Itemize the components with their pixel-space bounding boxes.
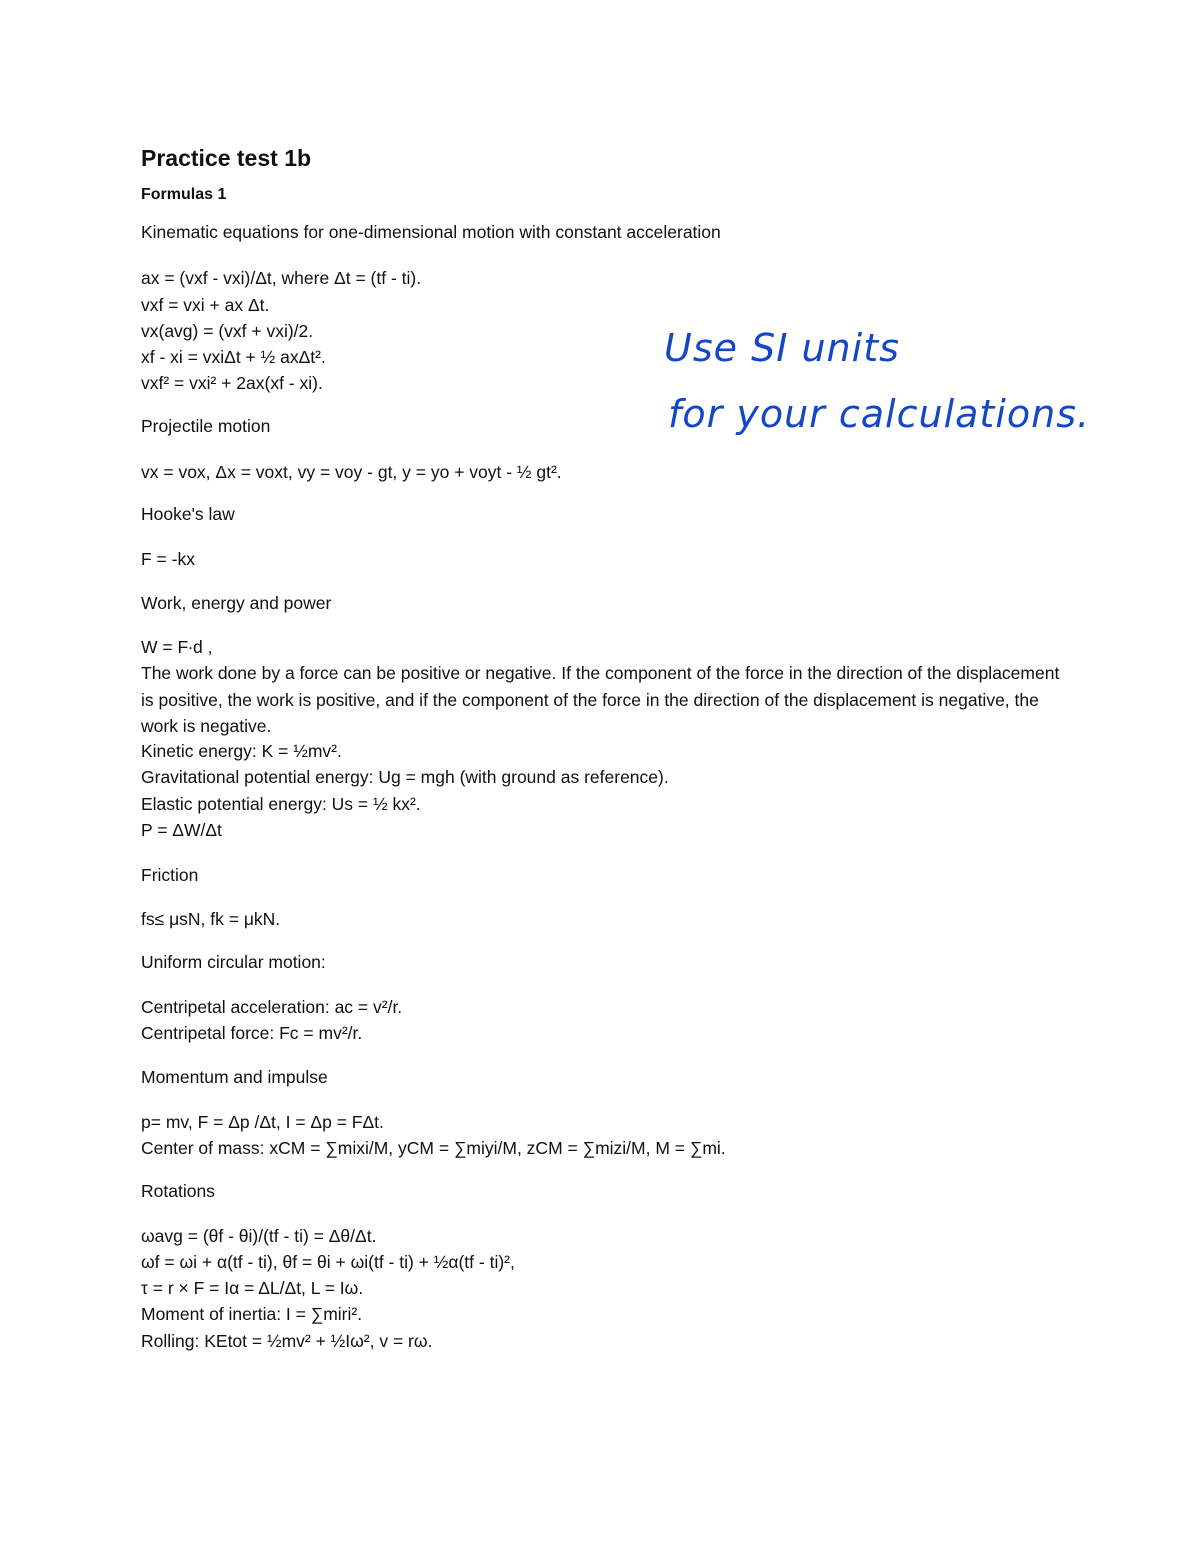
hooke-line: F = -kx xyxy=(141,549,195,569)
rotations-heading: Rotations xyxy=(141,1181,215,1201)
circular-heading: Uniform circular motion: xyxy=(141,952,326,972)
momentum-heading: Momentum and impulse xyxy=(141,1067,328,1087)
section-subtitle: Formulas 1 xyxy=(141,186,227,203)
circular-line: Centripetal acceleration: ac = v²/r. xyxy=(141,997,403,1017)
friction-line: fs≤ μsN, fk = μkN. xyxy=(141,909,281,929)
hooke-heading: Hooke's law xyxy=(141,504,235,524)
projectile-heading: Projectile motion xyxy=(141,416,271,436)
momentum-line: p= mv, F = Δp /Δt, I = Δp = FΔt. xyxy=(141,1112,384,1132)
energy-line: Elastic potential energy: Us = ½ kx². xyxy=(141,794,421,814)
friction-heading: Friction xyxy=(141,865,199,885)
kinematics-line: vxf² = vxi² + 2ax(xf - xi). xyxy=(141,373,323,393)
kinematics-line: xf - xi = vxiΔt + ½ axΔt². xyxy=(141,347,326,367)
energy-line: P = ΔW/Δt xyxy=(141,820,222,840)
rotations-line: τ = r × F = Iα = ΔL/Δt, L = Iω. xyxy=(141,1278,364,1298)
kinematics-heading: Kinematic equations for one-dimensional motion with constant acceleration xyxy=(141,222,721,242)
energy-line: Gravitational potential energy: Ug = mgh (with ground as reference). xyxy=(141,767,669,787)
circular-line: Centripetal force: Fc = mv²/r. xyxy=(141,1023,363,1043)
energy-line: Kinetic energy: K = ½mv². xyxy=(141,741,342,761)
handwritten-note-line1: Use SI units xyxy=(664,326,900,370)
work-heading: Work, energy and power xyxy=(141,593,332,613)
work-formula: W = F∙d , xyxy=(141,637,213,657)
work-paragraph: The work done by a force can be positive or negative. If the component of the force in the direction of the displacement is positive, the work is positive, and if the component of the force in the direction of the displacement is negative, the work is negative. xyxy=(141,663,1060,736)
page-title: Practice test 1b xyxy=(141,145,312,171)
rotations-line: Moment of inertia: I = ∑miri². xyxy=(141,1304,363,1324)
projectile-line: vx = vox, Δx = voxt, vy = voy - gt, y = yo + voyt - ½ gt². xyxy=(141,462,562,482)
rotations-line: ωf = ωi + α(tf - ti), θf = θi + ωi(tf - ti) + ½α(tf - ti)², xyxy=(141,1252,515,1272)
kinematics-line: vx(avg) = (vxf + vxi)/2. xyxy=(141,321,314,341)
rotations-line: Rolling: KEtot = ½mv² + ½Iω², v = rω. xyxy=(141,1331,433,1351)
rotations-line: ωavg = (θf - θi)/(tf - ti) = Δθ/Δt. xyxy=(141,1226,377,1246)
momentum-line: Center of mass: xCM = ∑mixi/M, yCM = ∑miyi/M, zCM = ∑mizi/M, M = ∑mi. xyxy=(141,1138,726,1158)
kinematics-line: ax = (vxf - vxi)/Δt, where Δt = (tf - ti). xyxy=(141,268,422,288)
kinematics-line: vxf = vxi + ax Δt. xyxy=(141,295,270,315)
handwritten-note-line2: for your calculations. xyxy=(668,392,1091,436)
